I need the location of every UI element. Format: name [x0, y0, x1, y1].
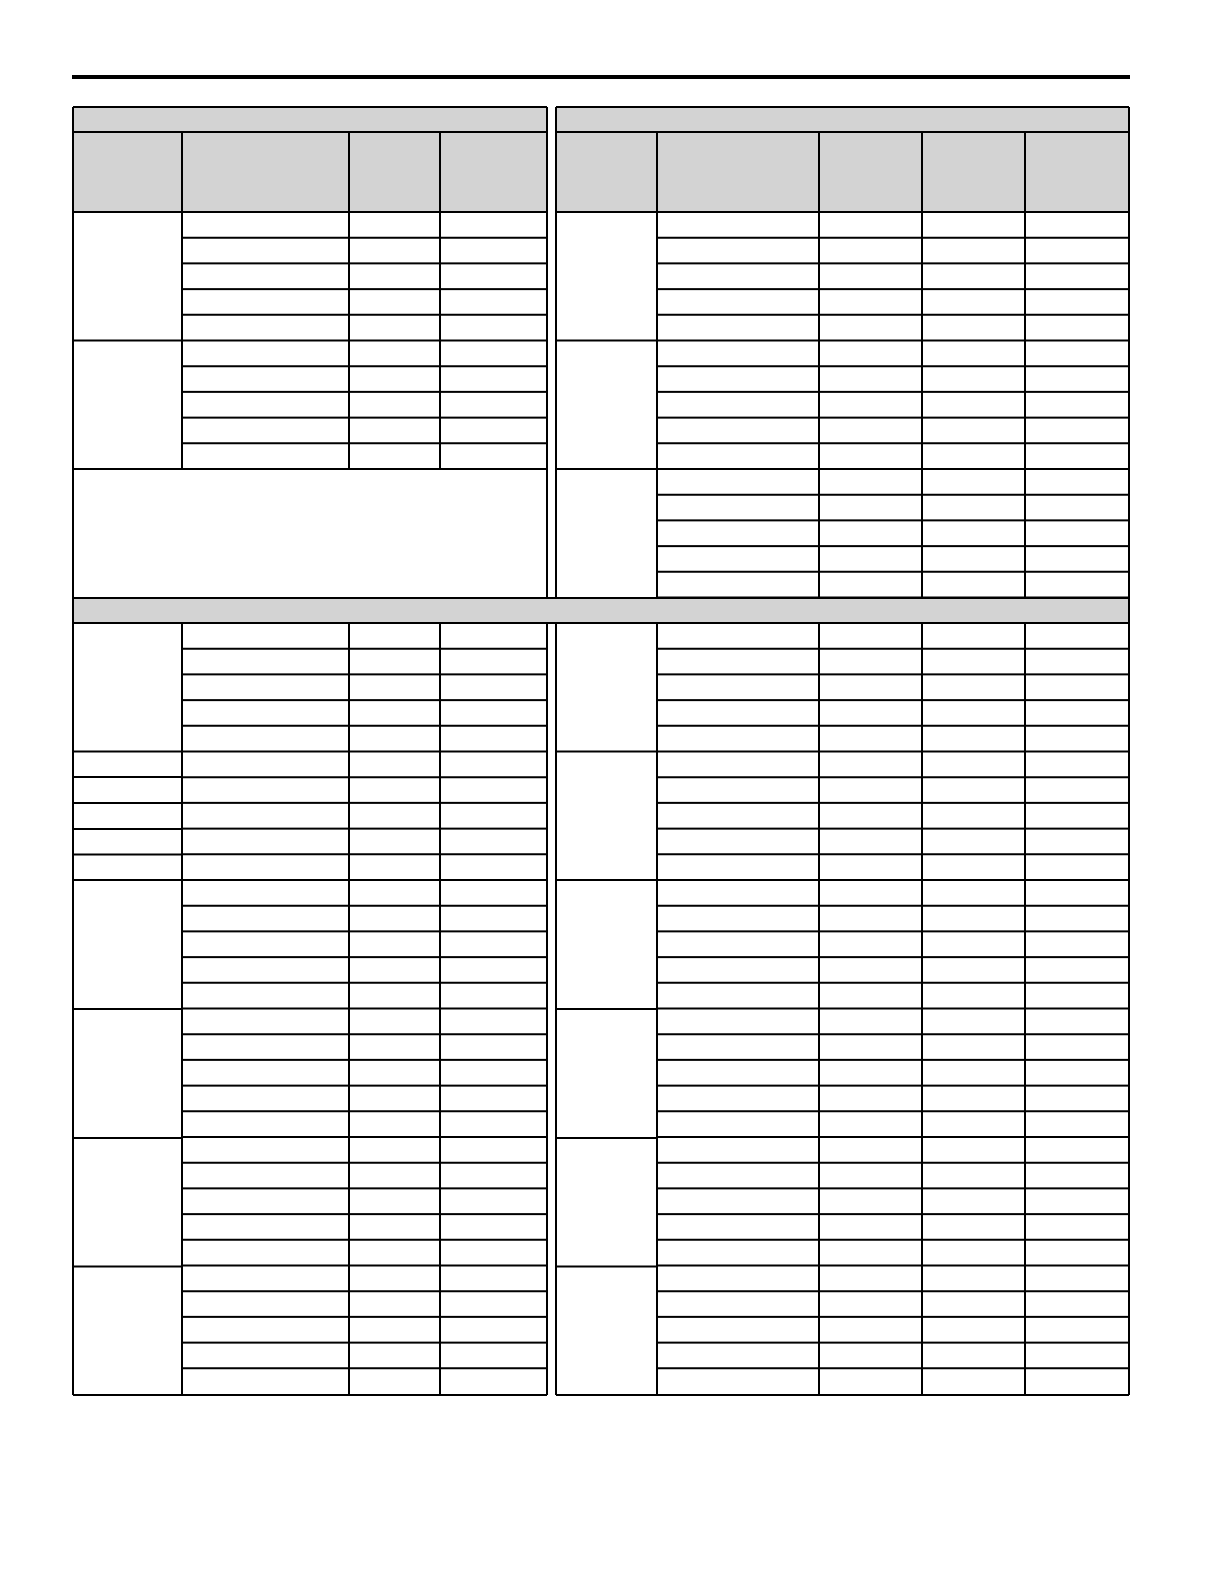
lower-section-title-band: [73, 598, 1129, 623]
upper-right-column-header-band: [556, 132, 1129, 212]
upper-right-section-title-band: [556, 107, 1129, 132]
upper-left-section-title-band: [73, 107, 547, 132]
upper-left-column-header-band: [73, 132, 547, 212]
